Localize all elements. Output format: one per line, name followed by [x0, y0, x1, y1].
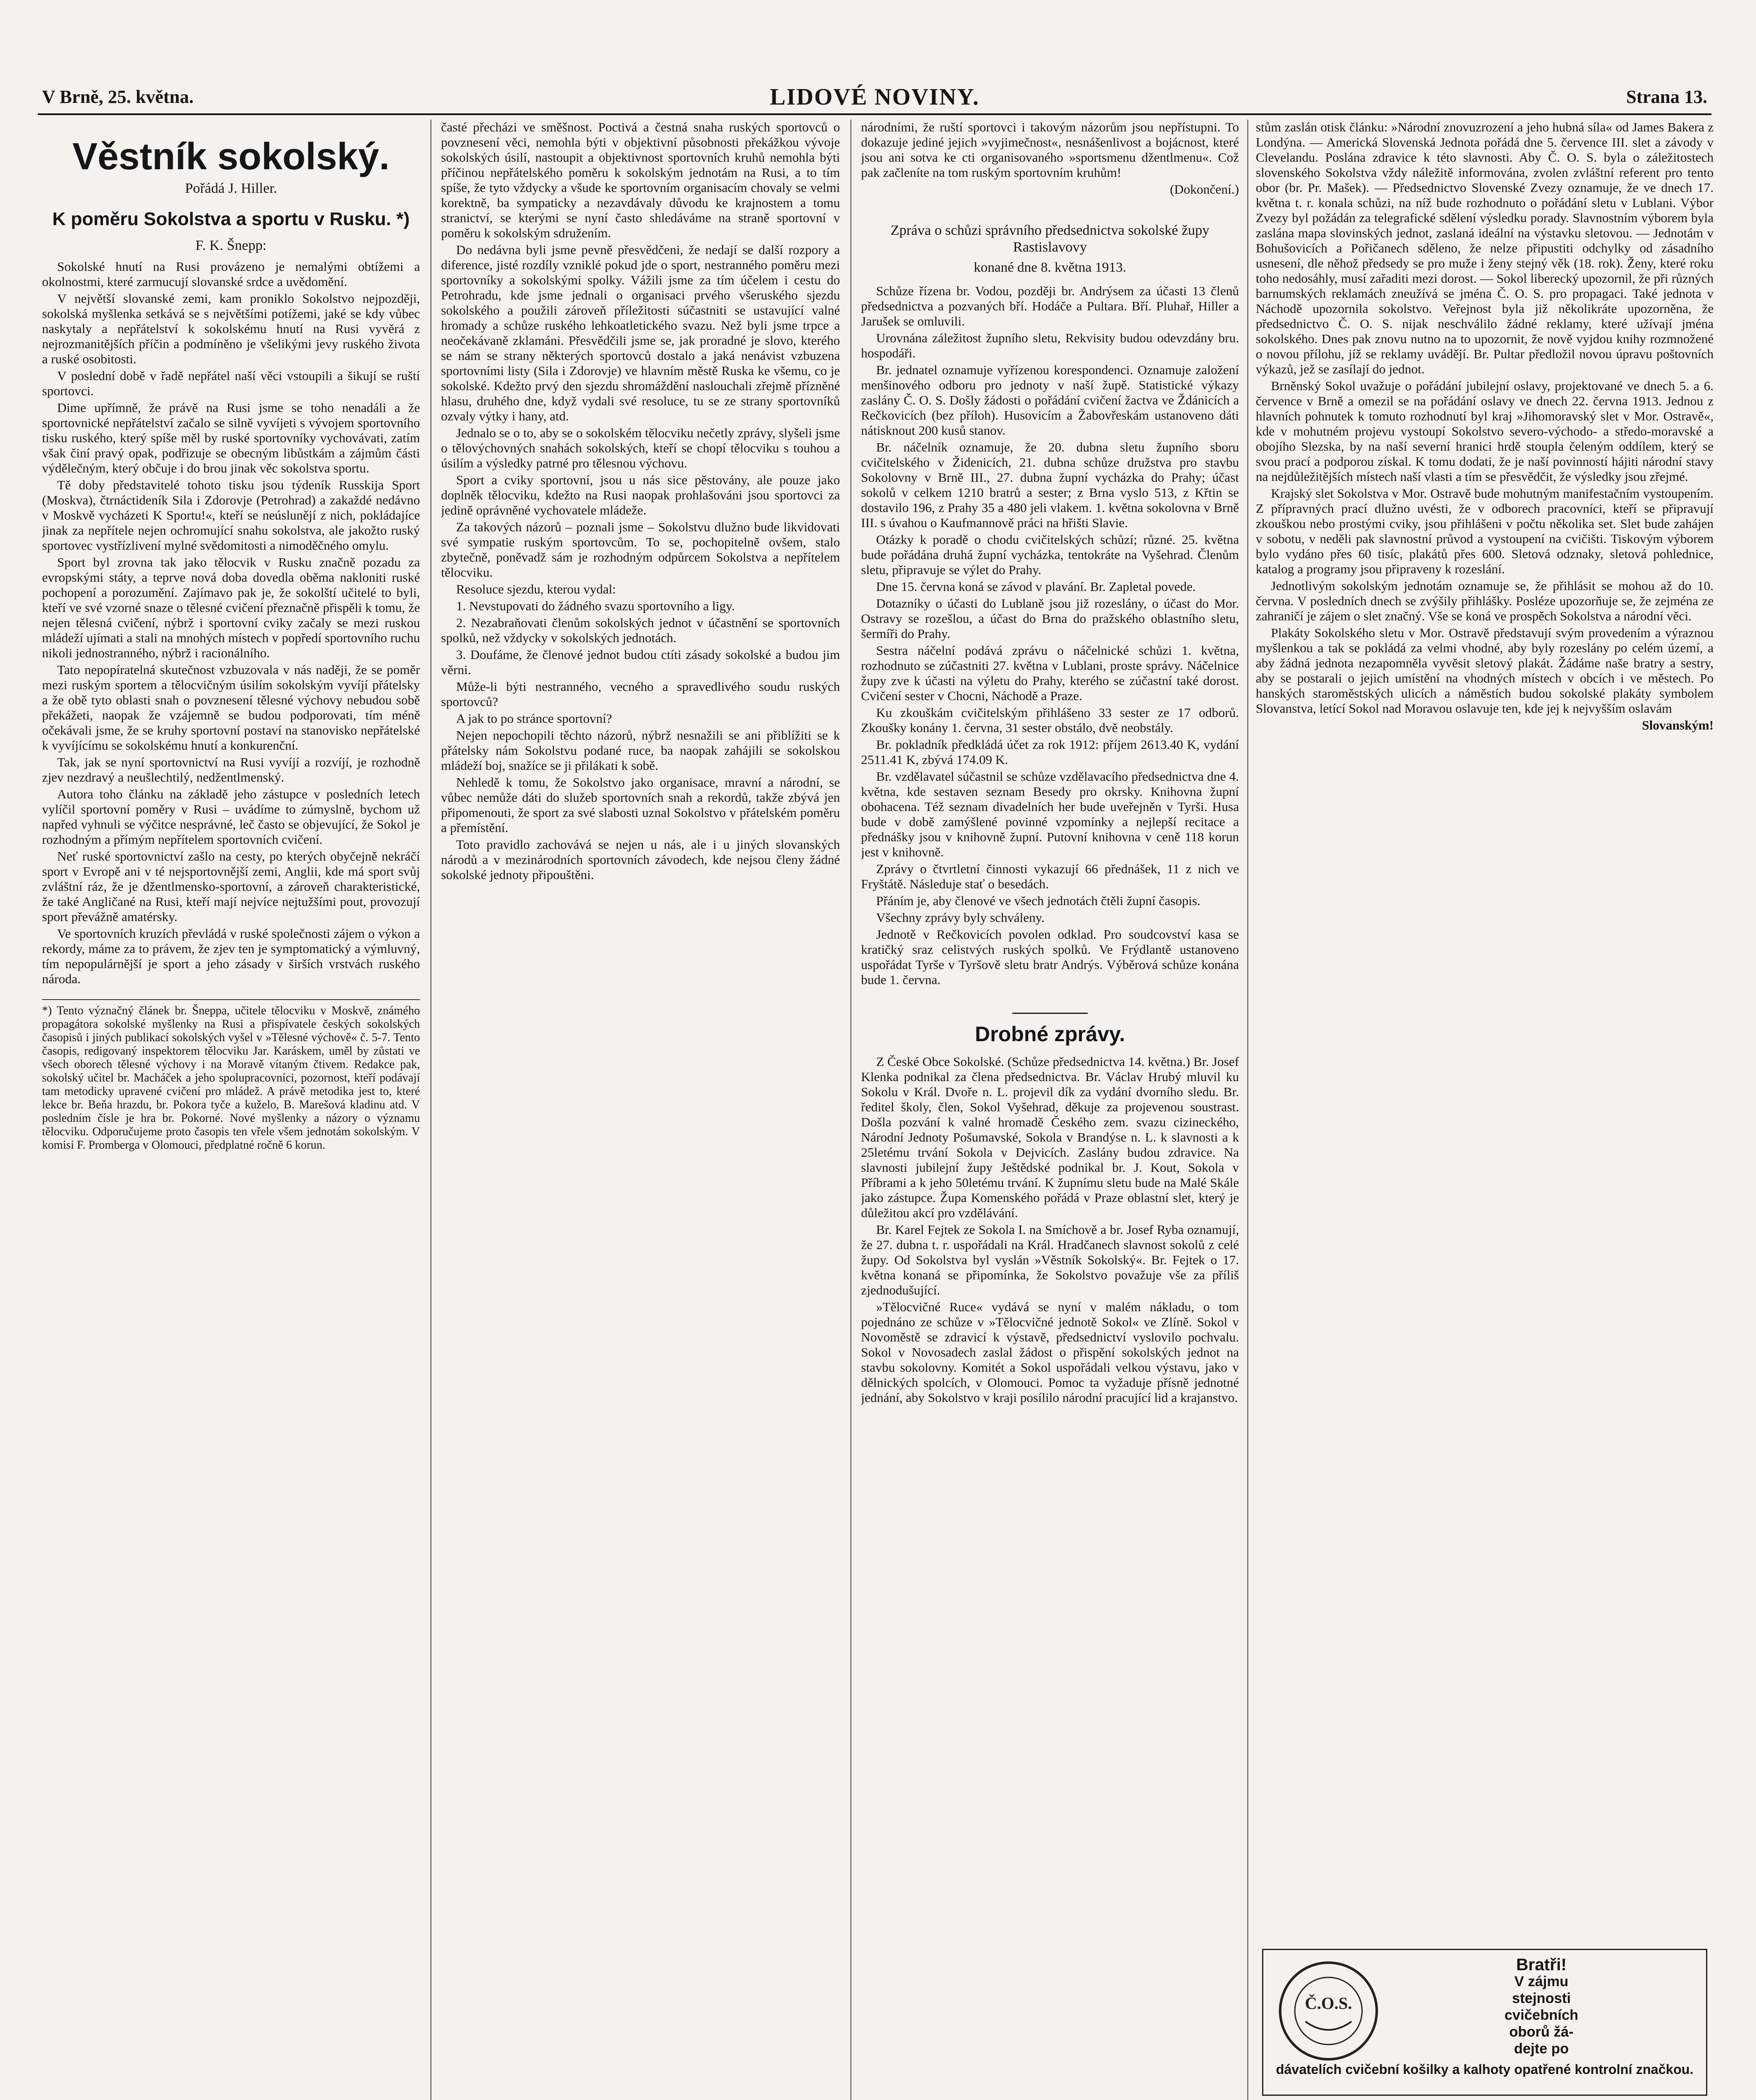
paragraph: Autora toho článku na základě jeho zástupce v posledních letech vylíčil sportovní poměry v Rusi – uvádíme to zúmyslně, bychom už napřed vyhnuli se výčitce nesprávné, leč často se objevující, že Sokol je rozhodným a přímým nepřítelem sportovních cvičení. [42, 787, 420, 847]
paragraph: Neť ruské sportovnictví zašlo na cesty, po kterých obyčejně nekráčí sport v Evropě ani v té nejsportovnější zemi, Anglii, kde má sport svůj zvláštní ráz, že je džentlmensko-sportovní, a zároveň charakteristické, že také Angličané na Rusi, kteří mají nejvíce nejtužšími pout, provozují sport převážně amatérsky. [42, 849, 420, 924]
paragraph: Br. pokladník předkládá účet za rok 1912: příjem 2613.40 K, vydání 2511.41 K, zbývá 174.09 K. [861, 737, 1239, 767]
paragraph: Schůze řízena br. Vodou, později br. Andrýsem za účasti 13 členů předsednictva a pozvaných bří. Hodáče a Pultara. Bří. Pluhař, Hiller a Jarušek se omluvili. [861, 284, 1239, 328]
ad-line: oborů žá- [1509, 2024, 1574, 2040]
page-number: Strana 13. [1626, 87, 1707, 107]
paragraph: Otázky k poradě o chodu cvičitelských schůzí; různé. 25. května bude pořádána druhá župní vycházka, tentokráte na Vyšehrad. Členům sletu, připravuje se výlet do Prahy. [861, 532, 1239, 577]
report-date: konané dne 8. května 1913. [974, 260, 1126, 275]
section-divider [1012, 1013, 1088, 1014]
sokol-emblem-icon [1276, 1958, 1381, 2063]
closing-slogan: Slovanským! [1642, 718, 1714, 732]
resolution-point: 1. Nevstupovati do žádného svazu sportovního a ligy. [456, 598, 735, 613]
short-news-title: Drobné zprávy. [975, 1022, 1125, 1046]
paragraph: Ku zkouškám cvičitelským přihlášeno 33 sester ze 17 odborů. Zkoušky konány 1. června, 31 sester obstálo, dvě neobstály. [861, 705, 1239, 735]
paragraph: Tě doby představitelé tohoto tisku jsou týdeník Russkija Sport (Moskva), čtrnáctideník Sila i Zdorovje (Petrohrad) a zakaždé nedávno v Moskvě vycházeti K Sportu!«, kteří se neúslunějí z nich, pokládajíce jinak za nepřítele nejen ochromující snahu sokolstva, ale jakožto ruský sportovec vystřízlivení mylné svědomitosti a nimoděčného omylu. [42, 478, 420, 553]
paragraph: stům zaslán otisk článku: »Národní znovuzrození a jeho hubná síla« od James Bakera z Londýna. — Americká Slovenská Jednota pořádá dne 5. července III. slet a závody v Clevelandu. Poslána zdravice k této slavnosti. Aby Č. O. S. byla o záležitostech slovenského Sokolstva vždy náležitě informována, zvolen zvláštní referent pro tento obor (br. Pr. Mašek). — Předsednictvo Slovenské Zvezy oznamuje, že ve dnech 17. května t. r. konala schůzi, na níž bude rozhodnuto o pořádání sletu v Lublani. Výbor Zvezy byl požádán za telegrafické sdělení výsledku porady. Slavnostním výborem byla zaslána mapa slovinských jednot, zaslaná ideální na výstavku sletovou. — Jednotám v Bohušovicích a Pořičanech sděleno, že nelze připustiti odchylky od zásadního usnesení, dle něhož předsedy se pro muže i ženy stejný věk (18. rok). Ženy, které roku toho nedosáhly, musí zařaditi mezi dorost. — Sokol liberecký upozornil, že při různých barnumských reklamách zneužívá se jména Č. O. S. pro propagaci. Také jednota v Náchodě upozornila sokolstvo. Veřejnost byla již několikráte upozorněna, že předsednictvo Č. O. S. nijak neschválilo žádné reklamy, které užívají jména sokolského. Dnes pak znovu nutno na to upozornit, že nově vyjdou knihy rozmnožené o novou přílohu, jíž se reklamy uvádějí. Br. Pultar předložil novou úpravu poštovních výkazů, jež se zasílají do jednot. [1256, 120, 1714, 376]
masthead-rule [38, 113, 1711, 115]
resolution-intro: Resoluce sjezdu, kterou vydal: [456, 582, 616, 596]
paragraph: Jednalo se o to, aby se o sokolském tělocviku nečetly zprávy, slyšeli jsme o tělovýchovných snahách sokolských, kteří se chopí tělocviku s touhou a úsilím a výsledky patrné pro tělesnou výchovu. [441, 425, 840, 470]
paragraph: Sport byl zrovna tak jako tělocvik v Rusku značně pozadu za evropskými státy, a teprve nová doba dovedla oběma nakloniti ruské pochopení a porozumění. Zajímavo pak je, že sokolští učitelé to byli, kteří ve své vzorné snaze o tělesné cvičení přeznačně přispěli k tomu, že nejen tělesná cvičení, nýbrž i sportovní cviky začaly se mezi ruskou mládeží ujímati a stali na mnohých místech v popředí sportovního ruchu nikoli jednostranného, nýbrž i racionálního. [42, 555, 420, 660]
paragraph: V největší slovanské zemi, kam proniklo Sokolstvo nejpozději, sokolská myšlenka setkává se s největšími potížemi, jaké se kdy vůbec naskytaly a nepřátelství k sokolskému hnutí na Rusi vyvěrá z nejrozmanitějších příčin a podmíněno je všelikými jevy ruského života a ruské osobitosti. [42, 291, 420, 366]
column-1 [42, 120, 420, 2100]
column-divider [430, 120, 431, 2100]
paragraph: Br. náčelník oznamuje, že 20. dubna sletu župního sboru cvičitelského v Židenicích, 21. dubna schůze družstva pro stavbu Sokolovny v Brně III., 27. dubna župní vycházka do Prahy; účast sokolů v celkem 1210 bratrů a sester; z Brna vyslo 513, z Křtin se dostavilo 196, z Prahy 35 a 480 jeli vlakem. 1. května sokolovna v Brně III. s úvahou o Kaufmannově práci na hřišti Slavie. [861, 440, 1239, 530]
paragraph: Dime upřímně, že právě na Rusi jsme se toho nenadáli a že sportovnické nepřátelství začalo se silně vyvíjeti s vývojem sportovního tisku ruského, který spíše měl by ruské sportovníky vychovávati, zatím však činí pravý opak, podřizuje se obecným libůstkám a zájmům části výdělečným, který občuje i do brou jinak věc sokolstva sportu. [42, 400, 420, 475]
paragraph: Nejen nepochopili těchto názorů, nýbrž nesnažili se ani přiblížiti se k přátelsky nám Sokolstvu podané ruce, ba naopak zahájili se sokolskou mládeží boj, snažíce se ji přilákati k sobě. [441, 728, 840, 773]
paragraph: Ve sportovních kruzích převládá v ruské společnosti zájem o výkon a rekordy, máme za to právem, že zjev ten je symptomatický a výmluvný, tím nepopulárnější je sport a jeho zásady v širších vrstvách ruského národa. [42, 926, 420, 986]
issue-date: V Brně, 25. května. [42, 87, 194, 107]
paragraph: V poslední době v řadě nepřátel naší věci vstoupili a šikují se ruští sportovci. [42, 368, 420, 398]
paragraph: Dne 15. června koná se závod v plavání. Br. Zapletal povede. [876, 579, 1196, 594]
paragraph: národními, že ruští sportovci i takovým názorům jsou nepřístupni. To dokazuje jediné jejich »vyjimečnost«, nesnášenlivost a bojácnost, které jsou ani sotva ke cti organisovaného »sportsmenu džentlmenu«. Což pak začleníte na tom ruským sportovním kruhům! [861, 120, 1239, 180]
resolution-point: 3. Doufáme, že členové jednot budou ctíti zásady sokolské a budou jim věrni. [441, 647, 840, 677]
article-author: F. K. Šnepp: [195, 238, 267, 253]
masthead [38, 86, 1711, 116]
paragraph: Všechny zprávy byly schváleny. [876, 910, 1045, 925]
paragraph: »Tělocvičné Ruce« vydává se nyní v malém nákladu, o tom pojednáno ze schůze v »Tělocvičné jednotě Sokol« ve Zlíně. Sokol v Novoměstě se zdravicí k výstavě, předsednictví vyslovilo pochvalu. Sokol v Novosadech zaslal žádost o přispění sokolských jednot na stavbu sokolovny. Komitét a Sokol uspořádali velkou výstavu, jako v dělnických spolcích, v Olomouci. Pomoc ta vyžaduje přísně jednotné jednání, aby Sokolstvo v kraji posílilo národní pracující lid a krajanstvo. [861, 1299, 1239, 1405]
ad-line: V zájmu [1514, 1974, 1569, 1990]
column-2 [441, 120, 840, 2100]
ad-line: dejte po [1514, 2041, 1569, 2057]
paragraph: Urovnána záležitost župního sletu, Rekvisity budou odevzdány bru. hospodáři. [861, 331, 1239, 360]
paragraph: Krajský slet Sokolstva v Mor. Ostravě bude mohutným manifestačním vystoupením. Z přípravných prací dlužno uvésti, že v odborech pracovníci, kteří se připravují zkouškou nebo prostými cviky, jsou přihlášeni v počtu několika set. Slet bude zahájen v sobotu, v neděli pak slavnostní průvod a vystoupení na cvičišti. Tiskovým výborem bylo vydáno přes 60 tisíc, plakátů přes 600. Sletová odznaky, sletová pohlednice, katalog a programy jsou připraveny k rozeslání. [1256, 486, 1714, 576]
paragraph: Plakáty Sokolského sletu v Mor. Ostravě představují svým provedením a výraznou myšlenkou a tak se pokládá za velmi vhodné, aby byly rozeslány po celém území, a aby žádná jednota nezapomněla vyvěsit sletový plakát. Žádáme naše bratry a sestry, aby se postarali o jejich umístění na vhodných místech v obcích i ve městech. Po hanských staroměstských ulicích a náměstích budou sokolské plakáty symbolem Slovanstva, letící Sokol nad Moravou oslavuje ten, kde jej k nejvyšším oslavám [1256, 625, 1714, 716]
ad-line: cvičebních [1504, 2007, 1578, 2023]
paragraph: Tak, jak se nyní sportovnictví na Rusi vyvíjí a rozvíjí, je rozhodně zjev nezdravý a neušlechtilý, nedžentlmenský. [42, 755, 420, 785]
column-4 [1256, 120, 1714, 1938]
column-divider [1247, 120, 1248, 2100]
advertisement-uniform [1262, 1949, 1707, 2096]
report-headline: Zpráva o schůzi správního předsednictva sokolské župy Rastislavovy [890, 223, 1210, 255]
section-byline: Pořádá J. Hiller. [185, 181, 277, 196]
footnote: *) Tento význačný článek br. Šneppa, učitele tělocviku v Moskvě, známého propagátora sokolské myšlenky na Rusi a přispívatele českých sokolských časopisů i jiných publikací sokolských vyšel v »Tělesné výchově« č. 5-7. Tento časopis, redigovaný inspektorem tělocviku Jar. Karáskem, uměl by zůstati ve všech oborech tělesné výchovy i na Moravě vítaným čtivem. Redakce pak, sokolský učitel br. Macháček a jeho spolupracovníci, pozornost, kteří podávají tam metodicky upravené cvičení pro mládež. A právě metodika jest to, které lekce br. Beňa hrazdu, br. Pokora tyče a kuželo, B. Marešová kladinu atd. V posledním čísle je hra br. Pokorné. Nové myšlenky a názory o významu tělocviku. Odporučujeme proto časopis ten vřele všem jednotám sokolským. V komisi F. Promberga v Olomouci, předplatné ročně 6 korun. [42, 999, 420, 1152]
paragraph: Sokolské hnutí na Rusi provázeno je nemalými obtížemi a okolnostmi, které zarmucují slovanské srdce a uvědomění. [42, 259, 420, 289]
svg-text:Č.O.S.: Č.O.S. [1305, 1994, 1352, 2013]
ad-bottom-text: dávatelích cvičební košilky a kalhoty opatřené kontrolní značkou. [1276, 2062, 1694, 2077]
column-3 [861, 120, 1239, 2100]
paragraph: Br. Karel Fejtek ze Sokola I. na Smíchově a br. Josef Ryba oznamují, že 27. dubna t. r. uspořádali na Král. Hradčanech slavnost sokolů z celé župy. Od Sokolstva byl vyslán »Věstník Sokolský«. Br. Fejtek o 17. května konaná se připomínka, že Sokolstvo považuje vše za příliš zjednodušující. [861, 1222, 1239, 1297]
paragraph: Zprávy o čtvrtletní činnosti vykazují 66 přednášek, 11 z nich ve Fryštátě. Následuje stať o besedách. [861, 861, 1239, 891]
question: Může-li býti nestranného, vecného a spravedlivého soudu ruských sportovců? [441, 679, 840, 709]
column-divider [850, 120, 851, 2100]
paragraph: Jednotě v Rečkovicích povolen odklad. Pro soudcovství kasa se kratičký sraz celistvých ruských spolků. Ve Frýdlantě ustanoveno uspořádat Tyrše v Tyršově sletu bratr Andrýs. Výběrová schůze konána bude 1. června. [861, 927, 1239, 987]
paragraph: Dotazníky o účasti do Lublaně jsou již rozeslány, o účast do Mor. Ostravy se rozešlou, a účast do Brna do pražského oblastního sletu, šermíři do Prahy. [861, 596, 1239, 641]
question: A jak to po stránce sportovní? [456, 711, 612, 726]
section-title: Věstník sokolský. [72, 136, 390, 178]
paragraph: Jednotlivým sokolským jednotám oznamuje se, že přihlásit se mohou až do 10. června. V posledních dnech se zvýšily přihlášky. Posléze upozorňuje se, že zejména ze zahraničí je zájem o slet značný. Vše se koná ve prospěch Sokolstva a národní věci. [1256, 578, 1714, 623]
paragraph: Nehledě k tomu, že Sokolstvo jako organisace, mravní a národní, se vůbec nemůže dáti do služeb sportovních snah a rekordů, takže zbývá jen připomenouti, že sport za své slabosti uznal Sokolstvo v přátelském poměru a přemístění. [441, 775, 840, 835]
paragraph: časté přecházi ve směšnost. Poctivá a čestná snaha ruských sportovců o povznesení věci, nemohla býti v objektivní působnosti překážkou vývoje sokolských úsilí, nastoupit a objektivnost sportovních kruhů nemohla býti příčinou nepřátelského poměru k sokolským jednotám na Rusi, a to tím spíše, že tyto vždycky a všude ke sportovním organisacím chovaly se velmi korektně, ba sympaticky a nezavdávaly důvodu ke krajnostem a tomu stranictví, se kterými se nyní často shledáváme na straně sportovní v poměru k sokolským sdružením. [441, 120, 840, 240]
paragraph: Do nedávna byli jsme pevně přesvědčeni, že nedají se další rozpory a diference, jisté rozdíly vzniklé pokud jde o sport, nestranného poměru mezi sportovníky a sokolskými spolky. Vážili jsme za tím účelem i cestu do Petrohradu, kde jsme jednali o organisaci prvého všeruského sjezdu sokolského a použili zároveň příležitosti súčastniti se ustavující valné hromady a schůze ruského lehkoatletického svazu. Než byli jsme trpce a neočekávaně zklamáni. Přesvědčili jsme se, jak proradné je slovo, kterého se nám se strany některých sportovců dostalo a jaká nenávist vzbuzena sportovními listy (Sila i Zdorovje) ve hlavním městě Ruska ke všemu, co je sokolské. Kdežto prvý den sjezdu shromáždění naslouchali zřejmě přízněné hlasu, druhého dne, když vydali své resoluce, tu se ze strany sportovníků ozvaly výtky i hany, atd. [441, 242, 840, 423]
article-continuation: (Dokončení.) [1170, 182, 1239, 197]
paragraph: Přáním je, aby členové ve všech jednotách čtěli župní časopis. [876, 893, 1201, 908]
resolution-point: 2. Nezabraňovati členům sokolských jednot v účastnění se sportovních spolků, než vždycky v sokolských jednotách. [441, 615, 840, 645]
ad-text [1385, 1956, 1698, 2057]
paragraph: Sport a cviky sportovní, jsou u nás sice pěstovány, ale pouze jako doplněk tělocviku, kdežto na Rusi naopak prohlašováni jsou sportovci za jedině oprávněné vychovatele mládeže. [441, 472, 840, 517]
paragraph: Brněnský Sokol uvažuje o pořádání jubilejní oslavy, projektované ve dnech 5. a 6. července v Brně a omezil se na pořádání oslavy ve dnech 22. června 1913. Jednou z hlavních pohnutek k tomuto rozhodnutí byl kraj »Jihomoravský slet v Mor. Ostravě«, kde v mohutném projevu vystoupí Sokolstvo severo-východo- a středo-moravské a obojího Slezska, by na naší severní hranici hrdě stoupla čeleným oddílem, který se svou prací a podporou získal. K tomu dodati, že je naší povinností hájiti národní stavy na nejdůležitějších místech naší vlasti a tím se přesvědčit, že výsledky jsou zřejmé. [1256, 378, 1714, 484]
paragraph: Toto pravidlo zachovává se nejen u nás, ale i u jiných slovanských národů a v mezinárodních sportovních závodech, kde nejsou členy žádné sokolské jednoty připouštěni. [441, 837, 840, 882]
newspaper-title: LIDOVÉ NOVINY. [770, 84, 979, 110]
paragraph: Z České Obce Sokolské. (Schůze předsednictva 14. května.) Br. Josef Klenka podnikal za člena předsednictva. Br. Václav Hrubý mluvil ku Sokolu v Král. Dvoře n. L. projevil dík za vydání dvorního sledu. Br. ředitel školy, člen, Sokol Vyšehrad, děkuje za projevenou soustrast. Došla pozvání k valné hromadě Českého zem. svazu cizineckého, Národní Jednoty Pošumavské, Sokola v Brandýse n. L. k slavnosti a k 25letému trvání Sokola v Dejvicích. Zaslány budou zdravice. Na slavnosti jubilejní župy Ještědské podnikal br. J. Kout, Sokola v Příbrami a k jeho 50letému trvání. K župnímu sletu bude na Malé Skále jako zástupce. Župa Komenského pořádá v Praze oblastní slet, který je důležitou akcí pro vzdělávání. [861, 1054, 1239, 1220]
paragraph: Tato nepopíratelná skutečnost vzbuzovala v nás naději, že se poměr mezi ruským sportem a tělocvičným úsilím sokolským vyvíjí přátelsky a že obě tyto oblasti snah o povznesení tělesné výchovy nebudou sobě překážeti, naopak že vzájemně se budou podporovati, tím méně očekávali jsme, že se kruhy sportovní postaví na stanovisko nepřátelské k vyvíjícímu se sokolskému hnutí a konkurenční. [42, 662, 420, 753]
ad-line: stejnosti [1512, 1990, 1571, 2006]
ad-line: Bratři! [1516, 1956, 1567, 1974]
paragraph: Sestra náčelní podává zprávu o náčelnické schůzi 1. května, rozhodnuto se zúčastniti 27. května v Lublani, proste správy. Náčelnice župy zve k účasti na výletu do Prahy, kterého se zúčastní také dorost. Cvičení sester v Chocni, Náchodě a Praze. [861, 643, 1239, 703]
paragraph: Za takových názorů – poznali jsme – Sokolstvu dlužno bude likvidovati své sympatie ruským sportovcům. To se, pochopitelně ovšem, stalo zbytečně, poněvadž sám je rozhodným odpůrcem Sokolstva a nepřítelem tělocviku. [441, 520, 840, 580]
article-headline: K poměru Sokolstva a sportu v Rusku. *) [52, 209, 410, 229]
paragraph: Br. jednatel oznamuje vyřízenou korespondenci. Oznamuje založení menšinového odboru pro jednoty v naší župě. Statistické výkazy zaslány Č. O. S. Došly žádosti o pořádání cvičení žactva ve Ždánicích a Rečkovicích (bez příloh). Husovicím a Žabovřeskám ustanoveno dáti nátisknout 200 kusů stanov. [861, 362, 1239, 438]
paragraph: Br. vzdělavatel súčastnil se schůze vzdělavacího předsednictva dne 4. května, kde sestaven seznam Besedy pro okrsky. Knihovna župní obohacena. Též seznam divadelních her bude uveřejněn v Tyrši. Husa bude v době zamýšlené povinné vzpomínky a nejlepší recitace a přednášky jsou v knihovně župní. Putovní knihovna v ceně 118 korun jest v knihovně. [861, 769, 1239, 859]
